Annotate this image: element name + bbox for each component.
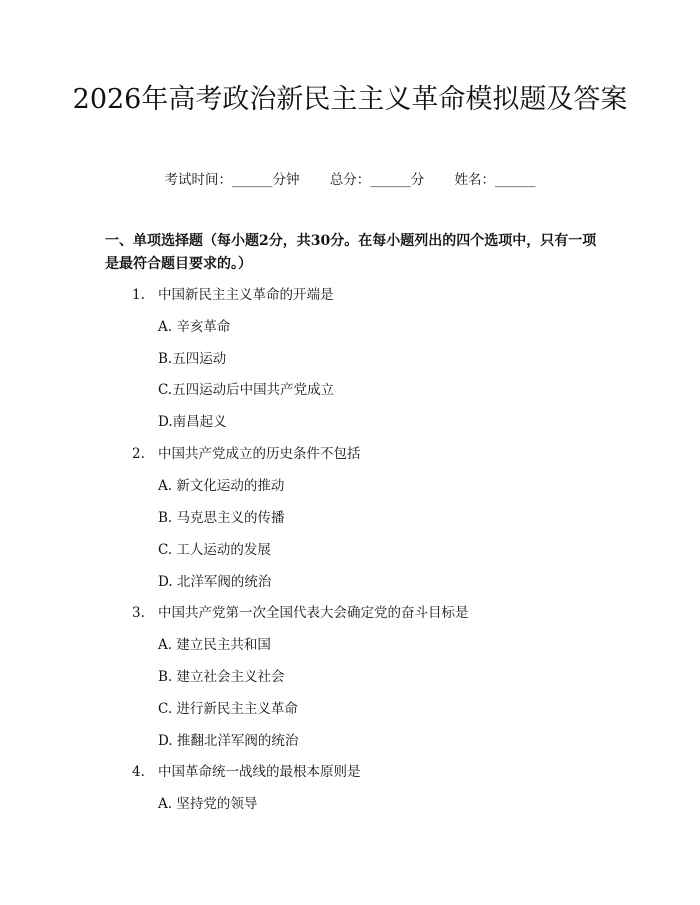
question-text: 中国革命统一战线的最根本原则是 (158, 764, 361, 780)
option: B. 马克思主义的传播 (158, 510, 285, 526)
option: A. 坚持党的领导 (158, 796, 258, 812)
question-text: 中国共产党第一次全国代表大会确定党的奋斗目标是 (158, 605, 469, 621)
option: C. 进行新民主主义革命 (158, 701, 298, 717)
option: D. 推翻北洋军阀的统治 (158, 733, 299, 749)
exam-score: 总分：______分 (329, 172, 425, 188)
question-text: 中国新民主主义革命的开端是 (158, 287, 334, 303)
question-2 (132, 442, 361, 462)
page-title: 2026年高考政治新民主主义革命模拟题及答案 (72, 84, 628, 115)
question-number: 2. (132, 446, 145, 462)
option: C.五四运动后中国共产党成立 (158, 382, 335, 398)
question-number: 4. (132, 764, 145, 780)
option: C. 工人运动的发展 (158, 542, 271, 558)
option: A. 辛亥革命 (158, 319, 231, 335)
option: A. 新文化运动的推动 (158, 478, 285, 494)
option: D.南昌起义 (158, 414, 227, 430)
question-number: 3. (132, 605, 145, 621)
question-4 (132, 760, 361, 780)
exam-name: 姓名：______ (454, 172, 536, 188)
question-number: 1. (132, 287, 145, 303)
option: B. 建立社会主义社会 (158, 669, 285, 685)
section-heading: 一、单项选择题（每小题2分，共30分。在每小题列出的四个选项中，只有一项是最符合题目要求的。） (105, 233, 597, 272)
option: B.五四运动 (158, 351, 227, 367)
question-text: 中国共产党成立的历史条件不包括 (158, 446, 361, 462)
question-1 (132, 283, 334, 303)
option: D. 北洋军阀的统治 (158, 574, 272, 590)
question-3 (132, 601, 469, 621)
exam-meta (0, 168, 700, 188)
exam-time: 考试时间：______分钟 (164, 172, 300, 188)
option: A. 建立民主共和国 (158, 637, 271, 653)
